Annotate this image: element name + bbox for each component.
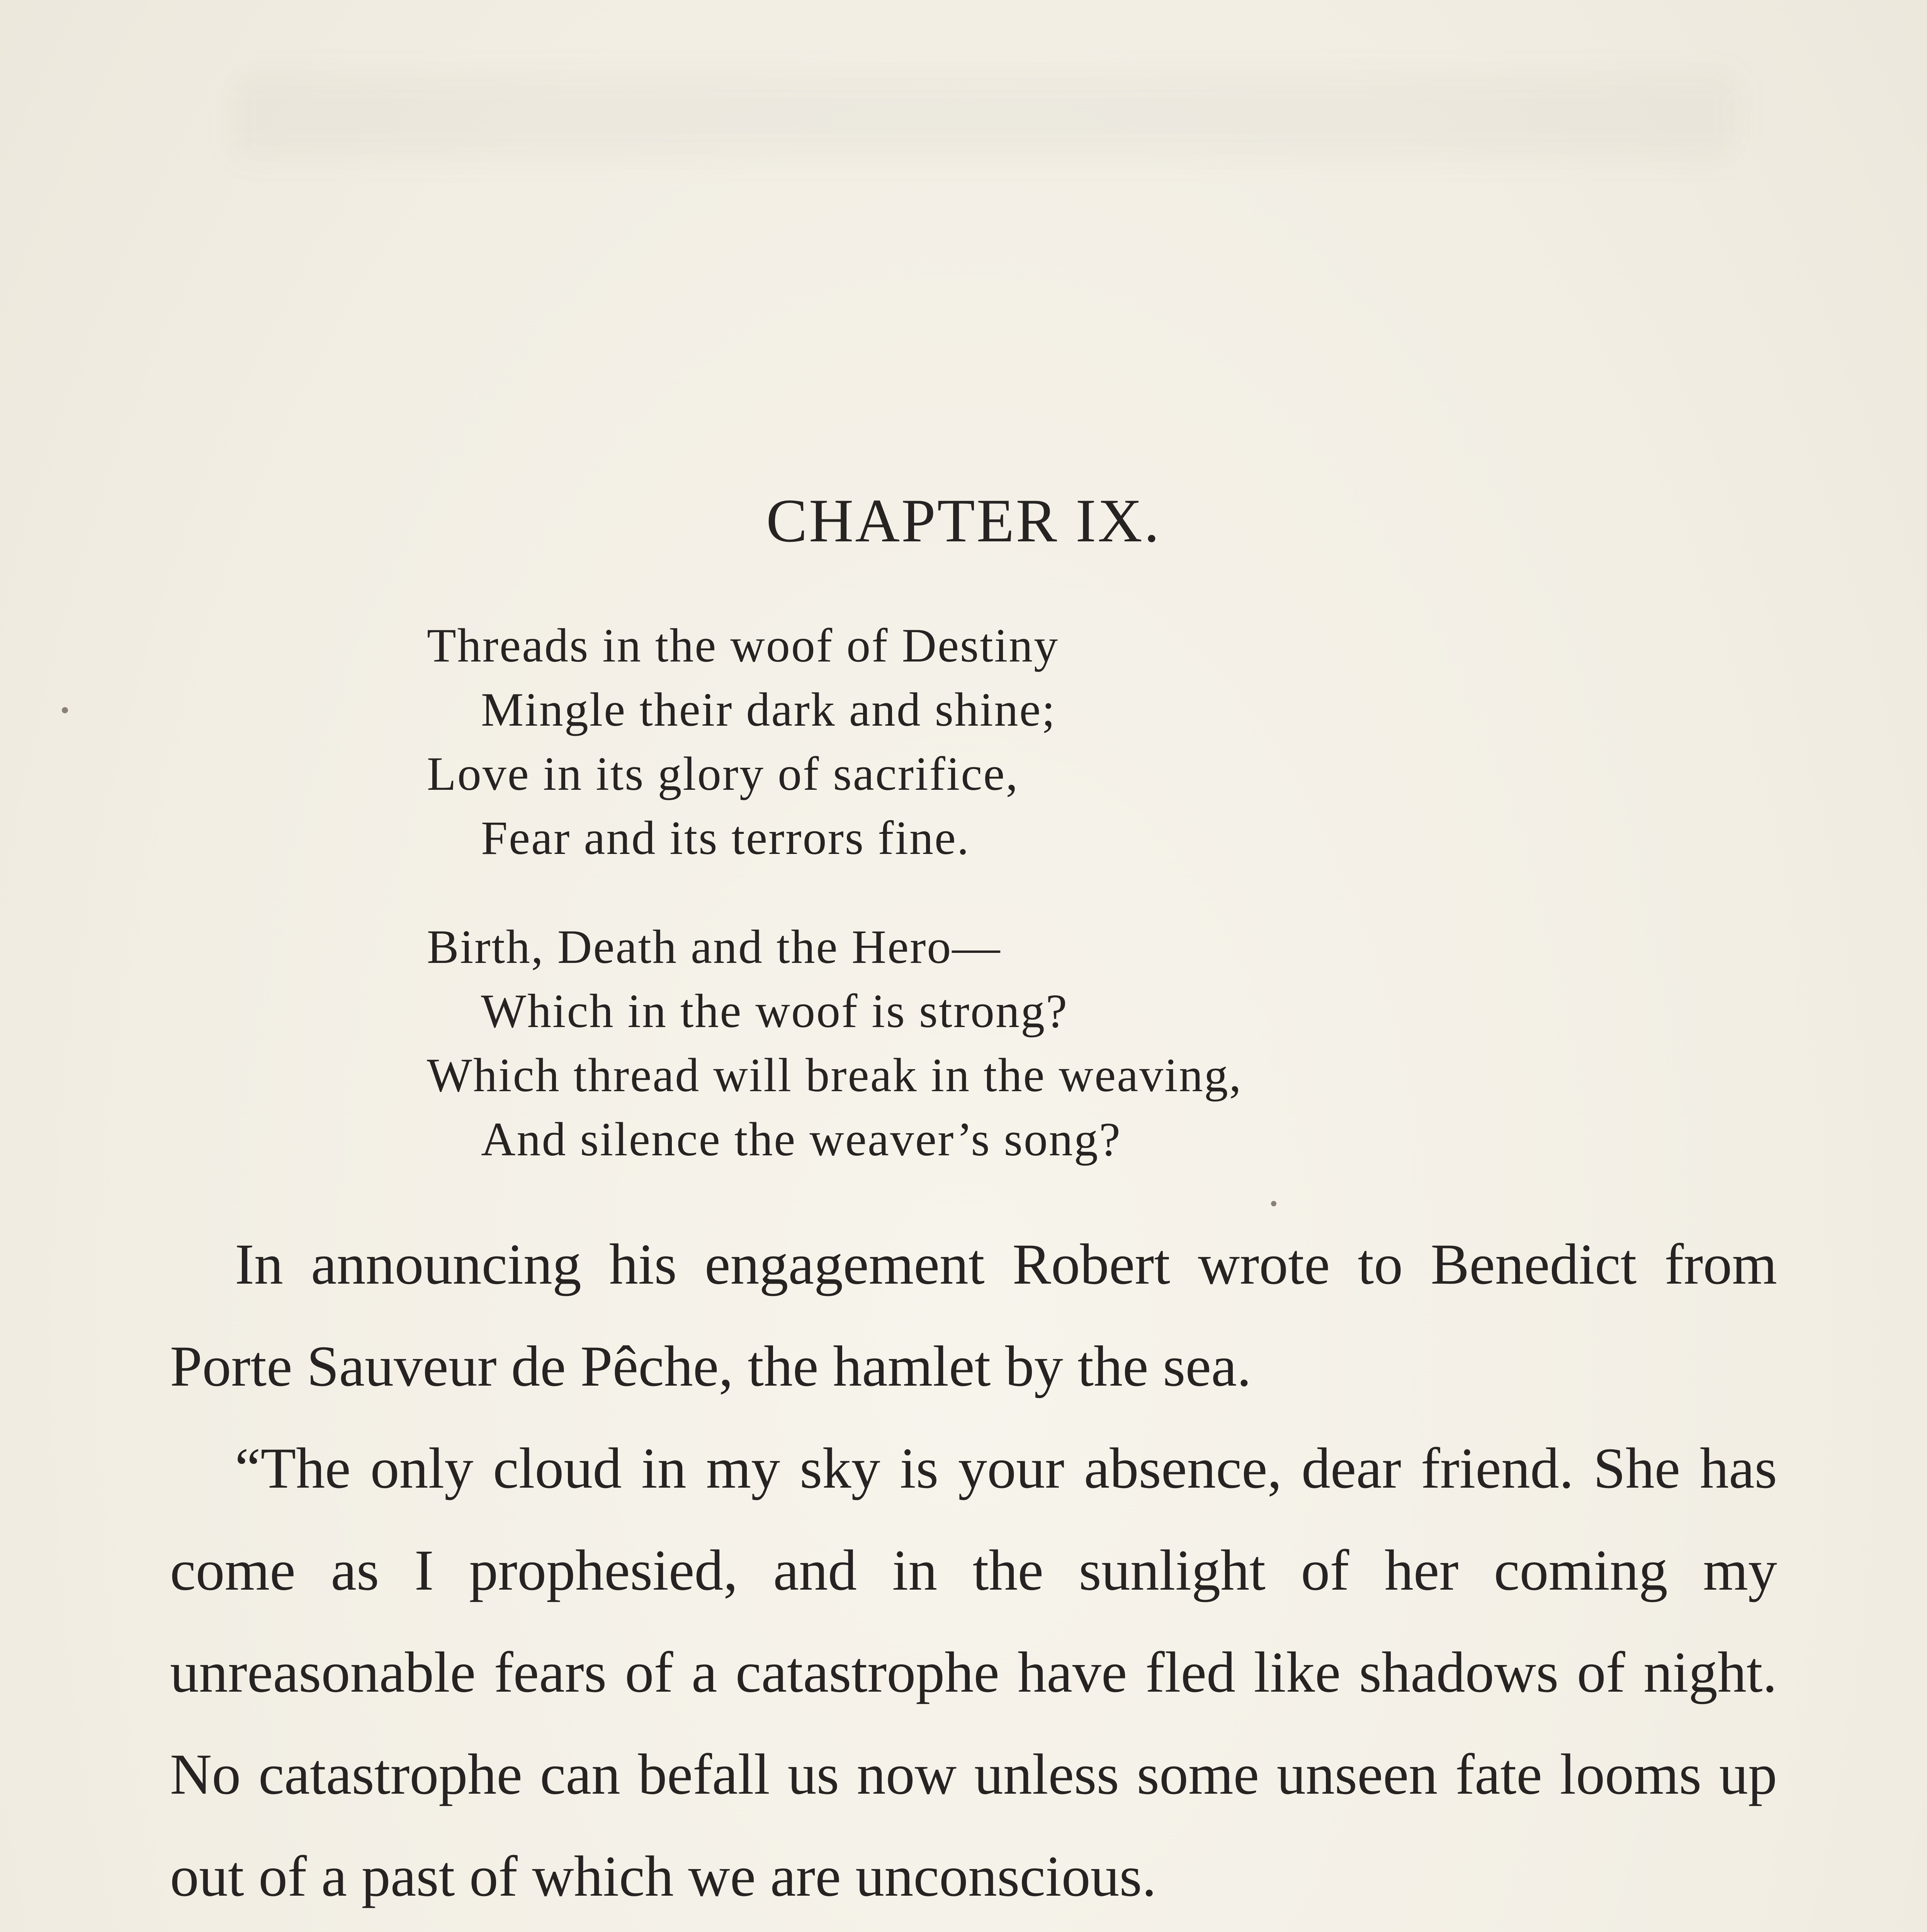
poem-line: Which in the woof is strong? xyxy=(481,985,1069,1037)
body-paragraph: In announcing his engagement Robert wrote to Benedict from Porte Sauveur de Pêche, the hamlet by the sea. xyxy=(170,1232,1777,1398)
poem-line: Birth, Death and the Hero— xyxy=(427,920,1001,973)
bleed-through-shadow xyxy=(232,73,1738,158)
chapter-title: CHAPTER IX. xyxy=(766,486,1161,555)
poem-line: Mingle their dark and shine; xyxy=(481,683,1056,736)
chapter-body xyxy=(170,1213,1777,1932)
epigraph-poem xyxy=(427,614,1663,1172)
poem-line: And silence the weaver’s song? xyxy=(481,1113,1122,1166)
poem-line: Love in its glory of sacrifice, xyxy=(427,747,1019,800)
body-paragraph xyxy=(170,1927,1777,1932)
page-speck xyxy=(1271,1201,1276,1206)
poem-stanza xyxy=(427,915,1663,1172)
page-speck xyxy=(62,707,68,713)
poem-line: Threads in the woof of Destiny xyxy=(427,619,1059,672)
poem-stanza xyxy=(427,614,1663,870)
body-paragraph: “The only cloud in my sky is your absence, dear friend. She has come as I prophesied, and in the sunlight of her coming my unreasonable fears of a catastrophe have fled like shadows of night. No catastrophe can befall us now unless some unseen fate looms up out of a past of which we are unconscious. xyxy=(170,1436,1777,1908)
poem-line: Fear and its terrors fine. xyxy=(481,811,970,864)
poem-line: Which thread will break in the weaving, xyxy=(427,1049,1242,1102)
